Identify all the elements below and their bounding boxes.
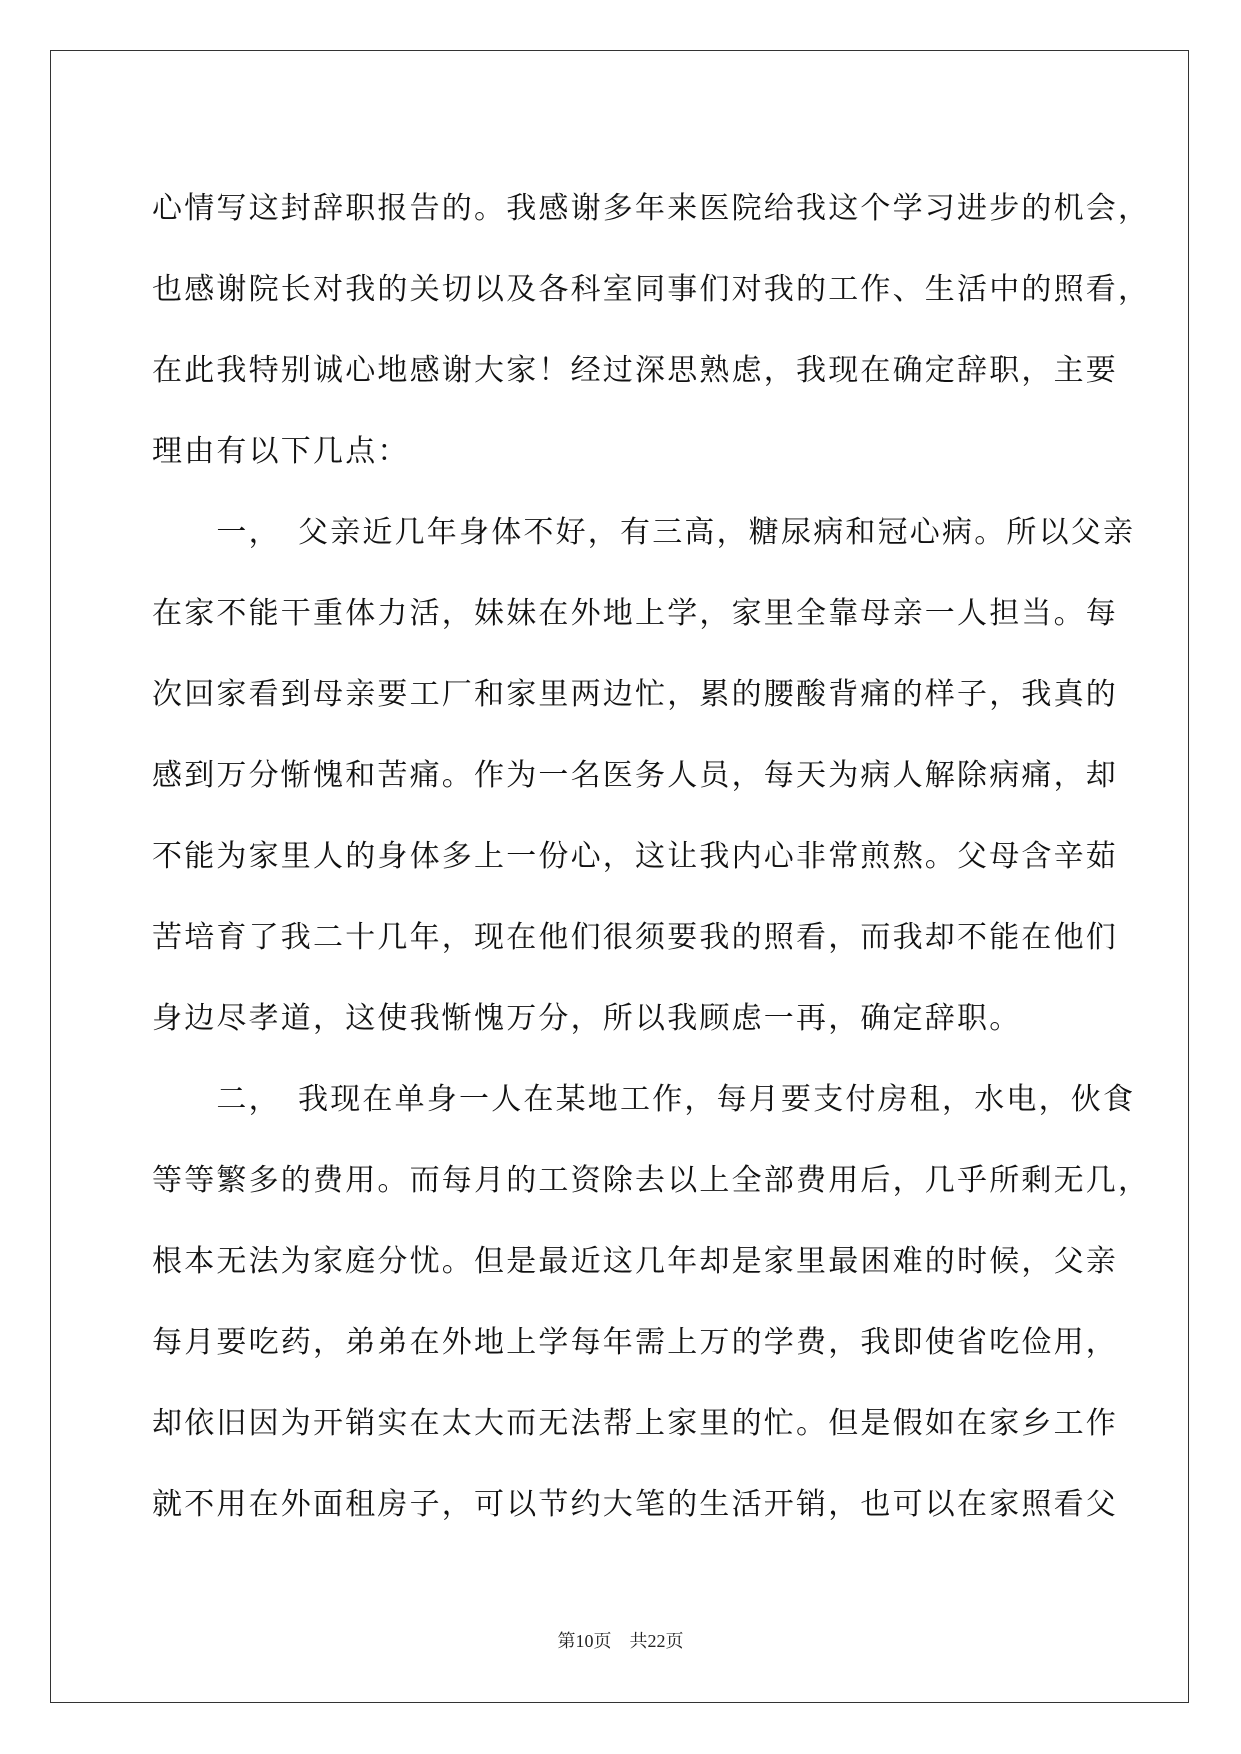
page-number: 第10页 共22页 (557, 1631, 684, 1651)
text-line: 心情写这封辞职报告的。我感谢多年来医院给我这个学习进步的机会， (152, 191, 1151, 226)
text-line: 理由有以下几点： (152, 434, 410, 469)
text-line: 在家不能干重体力活，妹妹在外地上学，家里全靠母亲一人担当。每 (152, 596, 1118, 631)
text-line: 苦培育了我二十几年，现在他们很须要我的照看，而我却不能在他们 (152, 920, 1118, 955)
text-line: 感到万分惭愧和苦痛。作为一名医务人员，每天为病人解除病痛，却 (152, 758, 1118, 793)
text-line: 就不用在外面租房子，可以节约大笔的生活开销，也可以在家照看父 (152, 1487, 1118, 1522)
text-line: 等等繁多的费用。而每月的工资除去以上全部费用后，几乎所剩无几， (152, 1163, 1151, 1198)
text-line: 根本无法为家庭分忧。但是最近这几年却是家里最困难的时候，父亲 (152, 1244, 1118, 1279)
text-line: 二， 我现在单身一人在某地工作，每月要支付房租，水电，伙食 (152, 1082, 1136, 1117)
text-line: 每月要吃药，弟弟在外地上学每年需上万的学费，我即使省吃俭用， (152, 1325, 1118, 1360)
text-line: 不能为家里人的身体多上一份心，这让我内心非常煎熬。父母含辛茹 (152, 839, 1118, 874)
text-line: 身边尽孝道，这使我惭愧万分，所以我顾虑一再，确定辞职。 (152, 1001, 1022, 1036)
text-line: 却依旧因为开销实在太大而无法帮上家里的忙。但是假如在家乡工作 (152, 1406, 1118, 1441)
text-line: 次回家看到母亲要工厂和家里两边忙，累的腰酸背痛的样子，我真的 (152, 677, 1118, 712)
text-line: 也感谢院长对我的关切以及各科室同事们对我的工作、生活中的照看， (152, 272, 1151, 307)
text-line: 在此我特别诚心地感谢大家！经过深思熟虑，我现在确定辞职，主要 (152, 353, 1118, 388)
text-line: 一， 父亲近几年身体不好，有三高，糖尿病和冠心病。所以父亲 (152, 515, 1136, 550)
document-body (152, 168, 1151, 1545)
